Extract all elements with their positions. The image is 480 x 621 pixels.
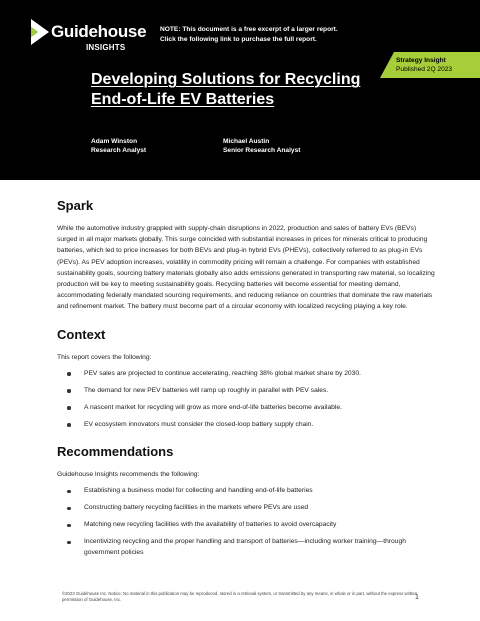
list-item-text: PEV sales are projected to continue accelerating, reaching 38% global market share by 2030. (84, 369, 361, 377)
recommendations-list (57, 486, 435, 558)
logo-wordmark: Guidehouse (51, 22, 147, 41)
list-item-text: A nascent market for recycling will grow as more end-of-life batteries become available. (84, 403, 342, 411)
author-block (223, 137, 300, 155)
excerpt-note[interactable] (160, 25, 460, 45)
title-line: Developing Solutions for Recycling (91, 71, 361, 88)
report-title (91, 70, 381, 110)
author-name: Michael Austin (223, 138, 270, 145)
author-role: Research Analyst (91, 147, 147, 154)
context-section (57, 327, 435, 431)
badge-triangle (380, 52, 394, 78)
logo-subtitle: INSIGHTS (86, 43, 126, 52)
list-item-text: Incentivizing recycling and the proper handling and transport of batteries—including worker training—through government policies (84, 538, 406, 556)
page-number: 1 (415, 594, 419, 601)
context-list (57, 369, 435, 431)
list-item (57, 369, 435, 380)
author-block (91, 137, 146, 155)
list-item (57, 486, 435, 497)
bullet-icon (67, 524, 71, 528)
list-item (57, 503, 435, 514)
list-item-text: Matching new recycling facilities with the availability of batteries to avoid overcapacity (84, 521, 337, 529)
badge-date: Published 2Q 2023 (396, 66, 453, 73)
report-body (57, 198, 435, 572)
list-item (57, 537, 435, 558)
section-intro: Guidehouse Insights recommends the following: (57, 471, 200, 479)
author-name: Adam Winston (91, 138, 138, 145)
bullet-icon (67, 423, 71, 427)
report-header (0, 0, 480, 180)
bullet-icon (67, 389, 71, 393)
list-item (57, 420, 435, 431)
list-item (57, 520, 435, 531)
list-item-text: Establishing a business model for collecting and handling end-of-life batteries (84, 487, 313, 495)
author-role: Senior Research Analyst (223, 147, 301, 154)
section-intro: This report covers the following: (57, 353, 152, 361)
recommendations-section (57, 444, 435, 558)
guidehouse-logo (29, 19, 159, 59)
badge-label: Strategy Insight (396, 57, 446, 64)
section-heading: Recommendations (57, 444, 174, 460)
list-item-text: EV ecosystem innovators must consider the closed-loop battery supply chain. (84, 420, 314, 428)
bullet-icon (67, 507, 71, 511)
report-type-badge (380, 52, 480, 78)
spark-section (57, 198, 435, 313)
bullet-icon (67, 372, 71, 376)
purchase-link[interactable]: Click the following link to purchase the full report. (160, 36, 317, 43)
list-item-text: The demand for new PEV batteries will ramp up roughly in parallel with PEV sales. (84, 386, 329, 394)
bullet-icon (67, 541, 71, 545)
note-line: NOTE: This document is a free excerpt of a larger report. (160, 26, 338, 33)
list-item-text: Constructing battery recycling facilities in the markets where PEVs are used (84, 504, 309, 512)
copyright-notice: ©2023 Guidehouse Inc. Notice: No material in this publication may be reproduced, stored in a retrieval system, or transmitted by any means, in whole or in part, without the express written permission of Guidehouse, Inc. (62, 591, 418, 602)
section-heading: Context (57, 326, 106, 342)
guidehouse-chevron-icon (29, 19, 51, 45)
badge-background (394, 52, 480, 78)
section-heading: Spark (57, 198, 94, 213)
title-line: End-of-Life EV Batteries (91, 91, 275, 108)
list-item (57, 386, 435, 397)
list-item (57, 403, 435, 414)
bullet-icon (67, 406, 71, 410)
bullet-icon (67, 490, 71, 494)
spark-paragraph: While the automotive industry grappled with supply-chain disruptions in 2022, production and sales of battery EVs (BEVs) surged in all major markets globally. This surge coincided with substantial increases in prices for minerals critical to producing batteries, which led to price increases for both BEVs and plug-in hybrid EVs (PHEVs), collectively referred to as plug-in EVs (PEVs). As PEV adoption increases, volatility in commodity pricing will remain a challenge. For companies with established sustainability goals, sourcing battery materials globally also adds emissions generated in transporting raw material, so localizing production will be key to meeting sustainability goals. Recycling batteries will become essential for meeting demand, accommodating federally mandated sourcing requirements, and reducing reliance on countries that dominate the raw materials and refinement market. The battery must become part of a circular economy with localized recycling playing a key role. (57, 225, 435, 311)
